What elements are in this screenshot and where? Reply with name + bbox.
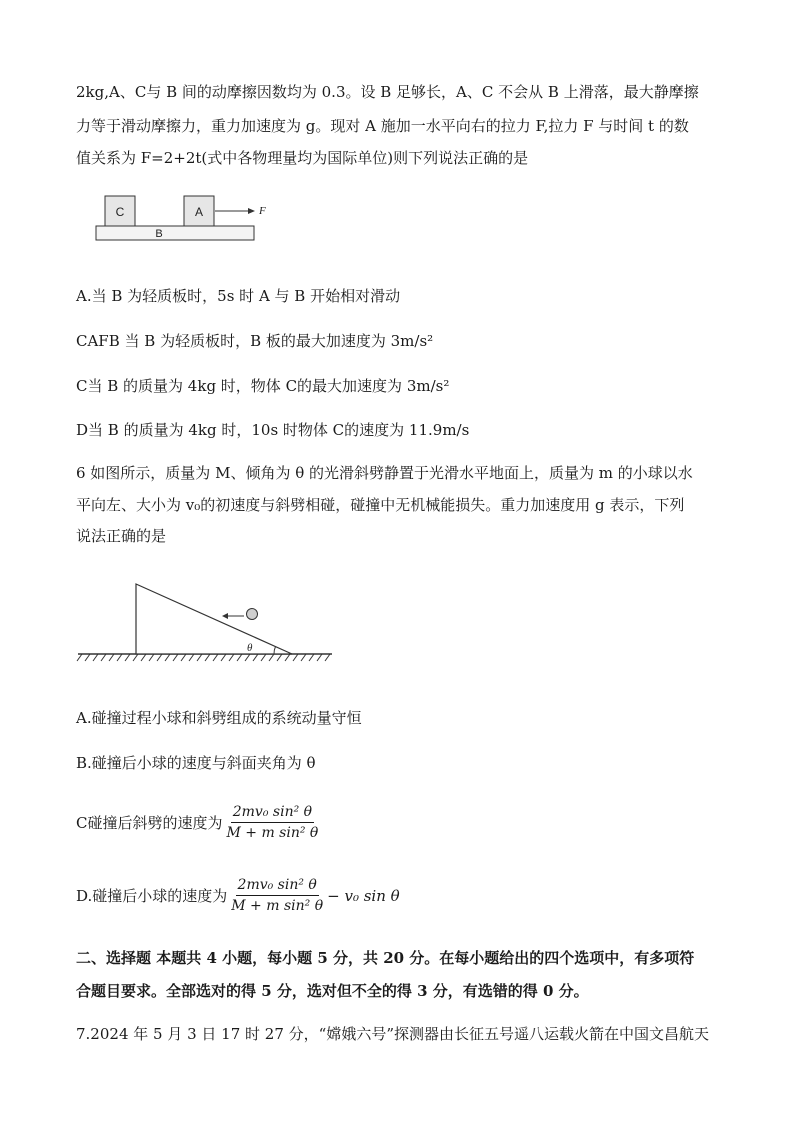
q5-option-c: C当 B 的质量为 4kg 时，物体 C的最大加速度为 3m/s²: [76, 377, 450, 395]
q6-line-2: 平向左、大小为 v₀的初速度与斜劈相碰，碰撞中无机械能损失。重力加速度用 g 表示，下列: [76, 496, 685, 514]
section-2-line-2: 合题目要求。全部选对的得 5 分，选对但不全的得 3 分，有选错的得 0 分。: [76, 982, 589, 1000]
wedge: [136, 584, 292, 654]
q6-option-a: A.碰撞过程小球和斜劈组成的系统动量守恒: [76, 709, 362, 727]
q5-line-2: 力等于滑动摩擦力，重力加速度为 g。现对 A 施加一水平向右的拉力 F,拉力 F 与时间 t 的数: [76, 117, 689, 135]
velocity-arrow-head: [222, 613, 228, 619]
q6-line-3: 说法正确的是: [76, 527, 167, 545]
q6-option-b: B.碰撞后小球的速度与斜面夹角为 θ: [76, 754, 316, 772]
q6-option-d-suffix: − v₀ sin θ: [327, 886, 400, 905]
q7-line-1: 7.2024 年 5 月 3 日 17 时 27 分，“嫦娥六号”探测器由长征五号遥八运载火箭在中国文昌航天: [76, 1025, 709, 1043]
board-b: [96, 226, 254, 240]
q6-option-c-fraction: [224, 804, 320, 841]
q5-line-3: 值关系为 F=2+2t(式中各物理量均为国际单位)则下列说法正确的是: [76, 149, 529, 167]
q6-option-c-denominator: M + m sin² θ: [226, 825, 319, 841]
q5-option-b: CAFB 当 B 为轻质板时，B 板的最大加速度为 3m/s²: [76, 332, 434, 350]
force-label: F: [259, 205, 266, 217]
q6-option-c-prefix: C碰撞后斜劈的速度为: [76, 814, 223, 832]
q6-option-d-fraction: [229, 877, 325, 914]
q6-line-1: 6 如图所示，质量为 M、倾角为 θ 的光滑斜劈静置于光滑水平地面上，质量为 m 的小球以水: [76, 464, 693, 482]
q5-option-a: A.当 B 为轻质板时，5s 时 A 与 B 开始相对滑动: [76, 287, 401, 305]
board-b-label: B: [155, 228, 163, 240]
block-c-label: C: [115, 205, 125, 219]
q6-option-c-numerator: 2mv₀ sin² θ: [231, 804, 314, 823]
q5-option-d: D当 B 的质量为 4kg 时，10s 时物体 C的速度为 11.9m/s: [76, 421, 470, 439]
wedge-ball-figure: [76, 570, 336, 665]
block-a-label: A: [194, 205, 204, 219]
q6-option-c: [76, 804, 322, 841]
angle-label: θ: [247, 642, 253, 654]
ball: [247, 609, 258, 620]
blocks-on-board-figure: [78, 188, 278, 248]
q6-option-d-prefix: D.碰撞后小球的速度为: [76, 887, 228, 905]
q6-option-d-denominator: M + m sin² θ: [231, 898, 324, 914]
ground-hatching: [77, 654, 330, 661]
force-arrow-head: [248, 208, 255, 214]
section-2-line-1: 二、选择题 本题共 4 小题，每小题 5 分，共 20 分。在每小题给出的四个选项中，有多项符: [76, 949, 695, 967]
q6-option-d: [76, 877, 400, 914]
q6-option-d-numerator: 2mv₀ sin² θ: [236, 877, 319, 896]
q5-line-1: 2kg,A、C与 B 间的动摩擦因数均为 0.3。设 B 足够长，A、C 不会从 B 上滑落，最大静摩擦: [76, 83, 699, 101]
